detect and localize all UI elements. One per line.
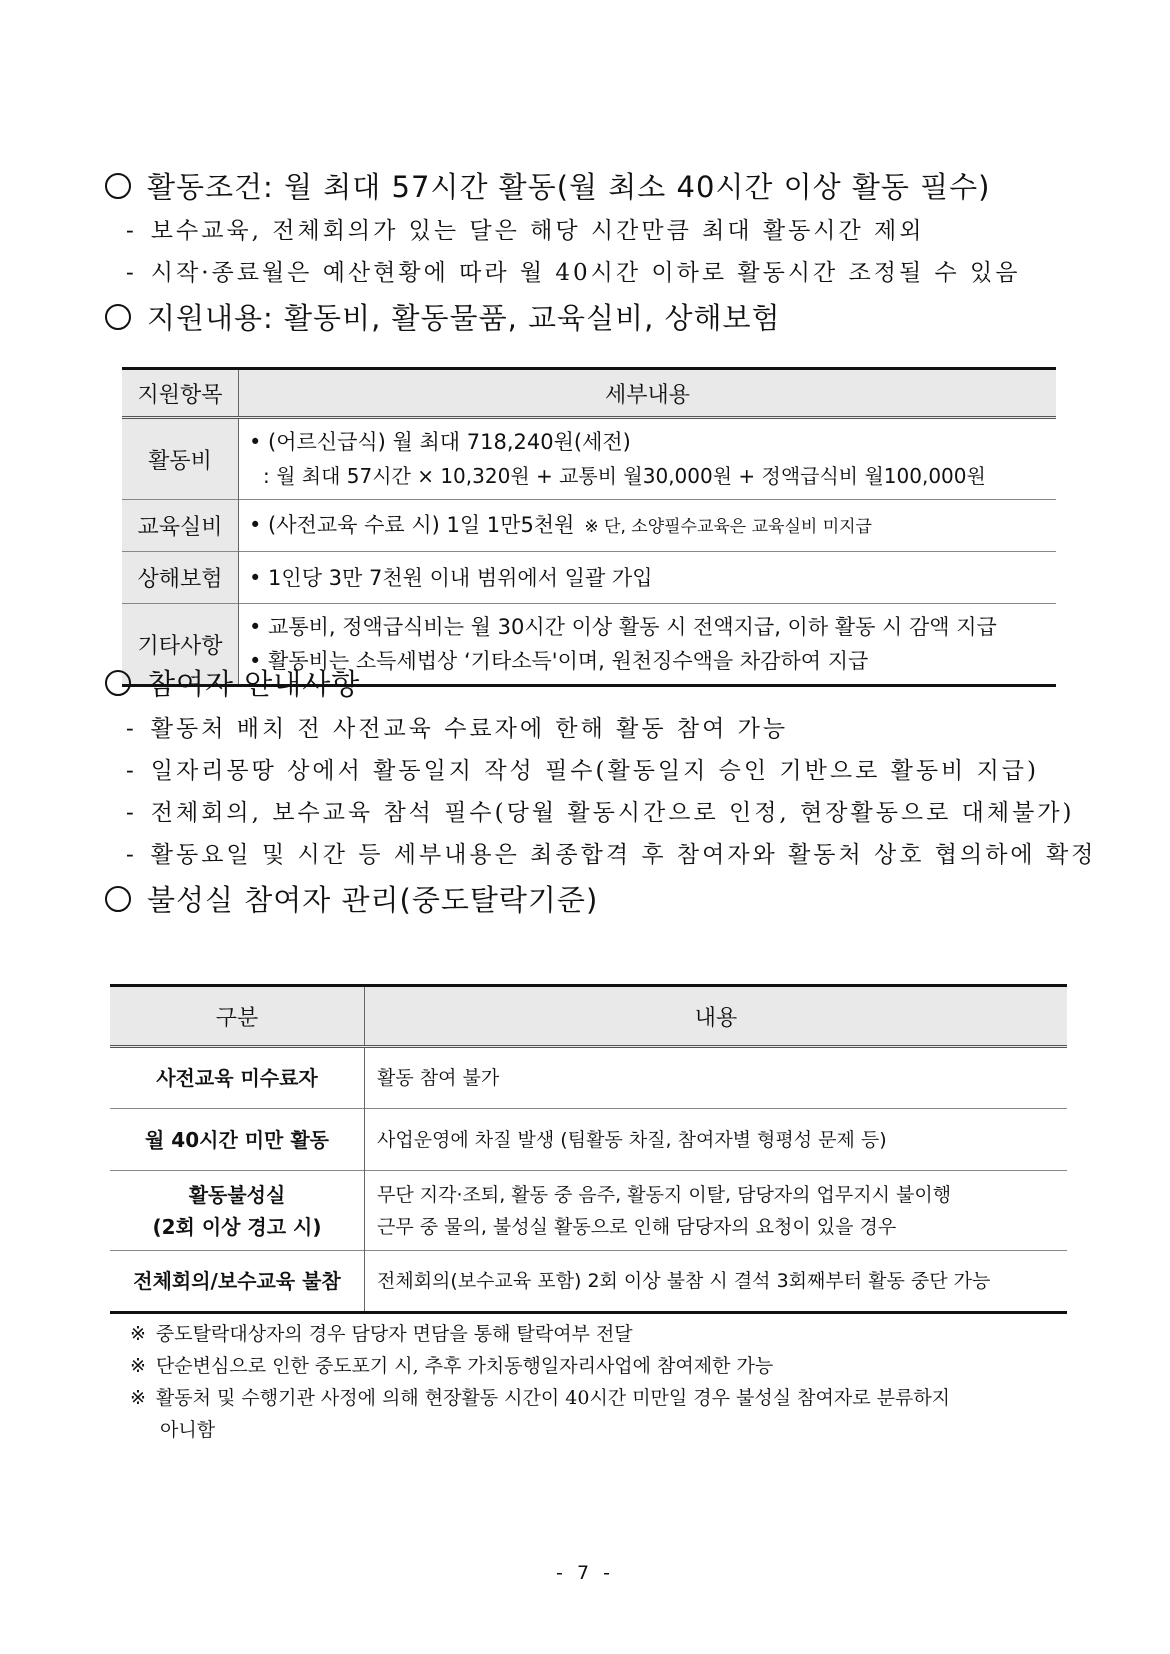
dash-bullet-icon: - (126, 800, 137, 826)
circle-bullet-icon (105, 886, 131, 912)
reference-mark-icon: ※ (130, 1355, 146, 1377)
table-row (110, 1171, 1067, 1251)
table-header-cell: 지원항목 (122, 369, 239, 418)
support-item-cell: 교육실비 (122, 500, 239, 552)
section-heading-guide: 참여자 안내사항 (105, 662, 360, 703)
management-table (110, 984, 1067, 1314)
table-row (110, 1047, 1067, 1109)
support-item-cell: 기타사항 (122, 604, 239, 686)
section-heading-management: 불성실 참여자 관리(중도탈락기준) (105, 878, 598, 919)
circle-bullet-icon (105, 173, 131, 199)
dash-bullet-icon: - (126, 842, 137, 868)
reference-mark-icon: ※ (130, 1387, 146, 1409)
page-number: - 7 - (556, 1562, 614, 1584)
support-detail-cell: • (어르신급식) 월 최대 718,240원(세전) : 월 최대 57시간 × 10,320원 + 교통비 월30,000원 + 정액급식비 월100,000원 (239, 418, 1057, 500)
table-header-row (110, 986, 1067, 1047)
reference-mark-icon: ※ (130, 1323, 146, 1345)
table-header-cell: 세부내용 (239, 369, 1057, 418)
dash-bullet-icon: - (126, 758, 137, 784)
content-cell: 무단 지각·조퇴, 활동 중 음주, 활동지 이탈, 담당자의 업무지시 불이행 근무 중 물의, 불성실 활동으로 인해 담당자의 요청이 있을 경우 (365, 1171, 1068, 1251)
support-detail-cell: • 교통비, 정액급식비는 월 30시간 이상 활동 시 전액지급, 이하 활동 시 감액 지급 • 활동비는 소득세법상 ‘기타소득'이며, 원천징수액을 차감하여 지급 (239, 604, 1057, 686)
support-item-cell: 활동비 (122, 418, 239, 500)
section-heading-support: 지원내용: 활동비, 활동물품, 교육실비, 상해보험 (105, 296, 781, 337)
support-detail-cell: • (사전교육 수료 시) 1일 1만5천원 ※ 단, 소양필수교육은 교육실비 미지급 (239, 500, 1057, 552)
content-cell: 전체회의(보수교육 포함) 2회 이상 불참 시 결석 3회째부터 활동 중단 가능 (365, 1251, 1068, 1313)
guide-item: - 일자리몽땅 상에서 활동일지 작성 필수(활동일지 승인 기반으로 활동비 지급) (126, 758, 1039, 784)
category-cell: 전체회의/보수교육 불참 (110, 1251, 365, 1313)
table-row (122, 418, 1056, 500)
support-table (122, 367, 1056, 687)
conditions-item: - 보수교육, 전체회의가 있는 달은 해당 시간만큼 최대 활동시간 제외 (126, 218, 925, 244)
support-item-cell: 상해보험 (122, 552, 239, 604)
guide-item: - 활동처 배치 전 사전교육 수료자에 한해 활동 참여 가능 (126, 716, 789, 742)
table-row (110, 1251, 1067, 1313)
category-cell: 활동불성실 (2회 이상 경고 시) (110, 1171, 365, 1251)
footnotes (130, 1318, 950, 1446)
content-cell: 사업운영에 차질 발생 (팀활동 차질, 참여자별 형평성 문제 등) (365, 1109, 1068, 1171)
content-cell: 활동 참여 불가 (365, 1047, 1068, 1109)
table-header-cell: 내용 (365, 986, 1068, 1047)
circle-bullet-icon (105, 670, 131, 696)
table-row (122, 552, 1056, 604)
table-header-cell: 구분 (110, 986, 365, 1047)
category-cell: 사전교육 미수료자 (110, 1047, 365, 1109)
table-note: ※ 단, 소양필수교육은 교육실비 미지급 (584, 516, 872, 537)
footnote: ※ 단순변심으로 인한 중도포기 시, 추후 가치동행일자리사업에 참여제한 가능 (130, 1355, 774, 1377)
guide-item: - 전체회의, 보수교육 참석 필수(당월 활동시간으로 인정, 현장활동으로 대체불가) (126, 800, 1075, 826)
category-cell: 월 40시간 미만 활동 (110, 1109, 365, 1171)
table-header-row (122, 369, 1056, 418)
support-detail-cell: • 1인당 3만 7천원 이내 범위에서 일괄 가입 (239, 552, 1057, 604)
dash-bullet-icon: - (126, 260, 137, 286)
footnote-continuation: 아니함 (160, 1419, 216, 1441)
table-row (122, 500, 1056, 552)
section-heading-conditions: 활동조건: 월 최대 57시간 활동(월 최소 40시간 이상 활동 필수) (105, 165, 990, 206)
guide-item: - 활동요일 및 시간 등 세부내용은 최종합격 후 참여자와 활동처 상호 협의하에 확정 (126, 842, 1097, 868)
circle-bullet-icon (105, 304, 131, 330)
footnote: ※ 활동처 및 수행기관 사정에 의해 현장활동 시간이 40시간 미만일 경우 불성실 참여자로 분류하지 (130, 1387, 951, 1409)
table-row (110, 1109, 1067, 1171)
conditions-item: - 시작·종료월은 예산현황에 따라 월 40시간 이하로 활동시간 조정될 수 있음 (126, 260, 1021, 286)
dash-bullet-icon: - (126, 716, 137, 742)
dash-bullet-icon: - (126, 218, 137, 244)
footnote: ※ 중도탈락대상자의 경우 담당자 면담을 통해 탈락여부 전달 (130, 1323, 633, 1345)
